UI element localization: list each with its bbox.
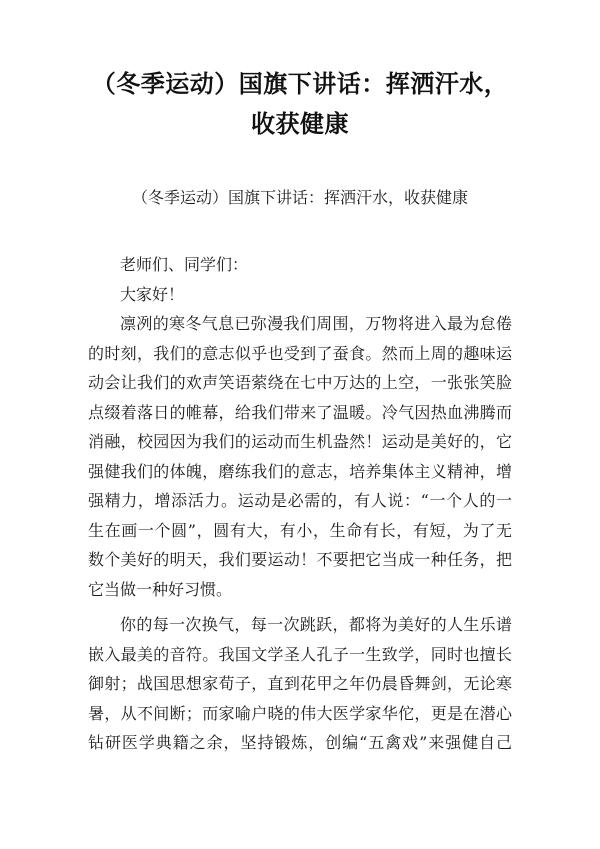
paragraph-line: 数个美好的明天，我们要运动！不要把它当成一种任务，把 [88, 550, 512, 569]
paragraph-line: 你的每一次换气，每一次跳跃，都将为美好的人生乐谱 [120, 615, 512, 634]
paragraph-line: 御射；战国思想家荀子，直到花甲之年仍晨昏舞剑，无论寒 [88, 674, 512, 693]
paragraph-line: 的时刻，我们的意志似乎也受到了蚕食。然而上周的趣味运 [88, 343, 512, 363]
paragraph-1 [88, 309, 512, 604]
paragraph-line: 凛冽的寒冬气息已弥漫我们周围，万物将进入最为怠倦 [120, 314, 512, 333]
paragraph-line: 钻研医学典籍之余，坚持锻炼，创编“五禽戏”来强健自己 [88, 733, 512, 752]
paragraph-line: 生在画一个圆”，圆有大，有小，生命有长，有短，为了无 [88, 520, 512, 540]
paragraph-line: 点缀着落日的帷幕，给我们带来了温暖。冷气因热血沸腾而 [88, 402, 512, 422]
document-page [0, 64, 600, 849]
paragraph-line: 它当做一种好习惯。 [88, 579, 233, 599]
paragraph-2 [88, 610, 512, 758]
paragraph-line: 动会让我们的欢声笑语萦绕在七中万达的上空，一张张笑脸 [88, 373, 512, 392]
document-title [88, 64, 512, 144]
document-subtitle: （冬季运动）国旗下讲话：挥洒汗水，收获健康 [131, 188, 468, 207]
document-body [88, 250, 512, 758]
title-line-1: （冬季运动）国旗下讲话：挥洒汗水， [91, 70, 509, 98]
greeting: 大家好！ [120, 284, 185, 304]
paragraph-line: 暑，从不间断；而家喻户晓的伟大医学家华佗，更是在潜心 [88, 703, 512, 723]
paragraph-line: 强健我们的体魄，磨练我们的意志，培养集体主义精神，增 [88, 461, 512, 481]
paragraph-line: 强精力，增添活力。运动是必需的，有人说：“一个人的一 [88, 491, 512, 510]
paragraph-line: 消融，校园因为我们的运动而生机盎然！运动是美好的，它 [88, 432, 512, 451]
salutation: 老师们、同学们： [120, 255, 249, 274]
paragraph-line: 嵌入最美的音符。我国文学圣人孔子一生致学，同时也擅长 [88, 644, 512, 664]
title-line-2: 收获健康 [251, 110, 349, 138]
